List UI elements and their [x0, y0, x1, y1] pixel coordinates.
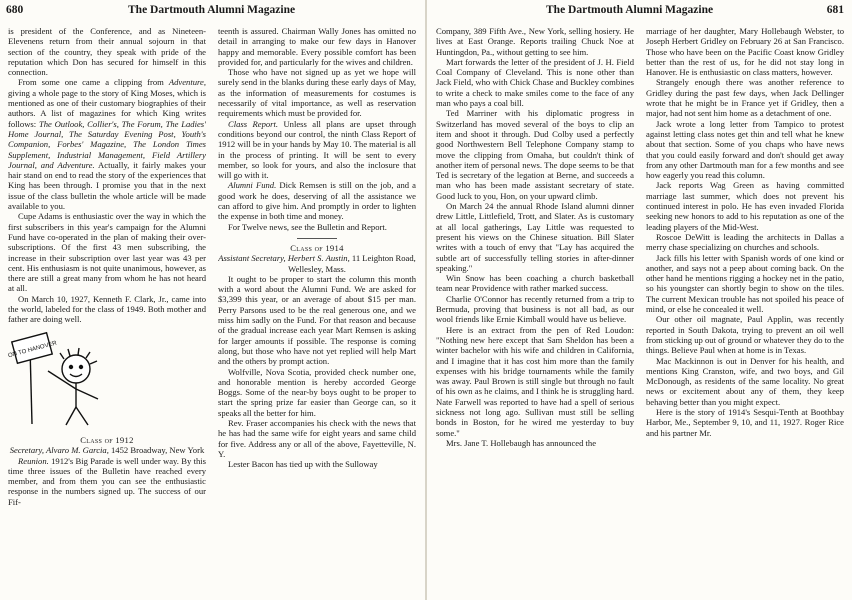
paragraph: Win Snow has been coaching a church basketball team near Providence with rather marked success.: [436, 273, 634, 294]
paragraph: Wolfville, Nova Scotia, provided check number one, and honorable mention is hereby accorded George Boggs. Some of the near-by boys ought to be proper to start the spring prize far easier than George can, so it speaks all the better for him.: [218, 366, 416, 418]
page-header: [426, 4, 852, 20]
on-to-hanover-sign-illustration: [8, 329, 128, 429]
paragraph: Here is an extract from the pen of Red Loudon: "Nothing new here except that Sam Sheldon has been a winter bachelor with his wife and children in California, and I imagine that it has cost him more than the family expenses with his bridge tournaments while the family was away. Paul Brown is still single but through no fault of his own as he claims, and I think he is struggling hard. Nate Farwell was reported to have had a spell of serious sickness not long ago. Sullivan must still be selling bonds in Boston, for he wired me yesterday to buy some.": [436, 324, 634, 438]
running-title: The Dartmouth Alumni Magazine: [546, 4, 714, 16]
section-label: Reunion.: [18, 455, 49, 466]
paragraph: Cupe Adams is enthusiastic over the way in which the first subscribers in this year's campaign for the Alumni Fund have co-operated in the plan of making their over-subscriptions. Of the first 43 men subscribing, the increase in their subscription over last year was 43 per cent. His enthusiasm is not quite unanimous, however, as there are still a great many from whom he has not heard at all.: [8, 211, 206, 294]
paragraph: [8, 77, 206, 211]
page-number: 680: [6, 4, 24, 16]
section-divider: [297, 238, 337, 239]
paragraph: Ted Marriner with his diplomatic progress in Switzerland has moved several of the boys to clip an item and shoot it through. Dud Colby used a perfectly good Northwestern Bell Telephone Company stamp to move the clipping from Omaha, but couldn't think of another item of personal news. The dope seems to be that Ted is secretary of the legation at Berne, and succeeds a man who has been made assistant secretary of state. Good luck to you, Hon, on your upward climb.: [436, 108, 634, 201]
paragraph: Jack fills his letter with Spanish words of one kind or another, and says not a peep about coming back. On the other hand he mentions rigging a hockey net in the patio, so his youngster can shortly begin to show on the tiles. The current Mexican trouble has not spoiled his peace of mind, or else he concealed it well.: [646, 252, 844, 315]
paragraph: Mart forwards the letter of the president of J. H. Field Coal Company of Cleveland. This is none other than Jack Field, who with Chick Chase and Buckley combines to write a check to make smiles come to the face of any man who pays a coal bill.: [436, 56, 634, 109]
secretary-line: [218, 253, 416, 274]
left-column-1: [8, 26, 206, 600]
paragraph: On March 10, 1927, Kenneth F. Clark, Jr., came into the world, labeled for the class of 1949. Both mother and father are doing well.: [8, 293, 206, 325]
paragraph: [8, 456, 206, 507]
page-number: 681: [826, 4, 844, 16]
paragraph: Jack reports Wag Green as having committed marriage last summer, which does not prevent his continued interest in polo. He has even invaded Florida seeking new honors to add to his reputation as one of the leading players of the Mid-West.: [646, 180, 844, 232]
right-column-2: [646, 26, 844, 600]
page-header: [0, 4, 426, 20]
text-run: Dick Remsen is still on the job, and a good work he does, deserving of all the assistance we can afford to give him. And promptly in order to lighten the expense in both time and money.: [218, 180, 416, 222]
paragraph: is president of the Conference, and as Nineteen-Elevenens return from their annual sojourn in that section of the country, they speak with pride of the reputation which Don has secured for himself in this connection.: [8, 26, 206, 78]
paragraph: Charlie O'Connor has recently returned from a trip to Bermuda, proving that business is not all bad, as our wool friends like Ernie Kimball would have us believe.: [436, 293, 634, 325]
secretary-name: Assistant Secretary, Herbert S. Austin,: [218, 253, 350, 264]
text-run: Actually, it fairly makes your hair stand on end to read the story of the experiences that King has been through. I promise you that in the next issue of the class bulletin the whole article will be made available to you.: [8, 159, 206, 212]
paragraph: Those who have not signed up as yet we hope will surely send in the blanks during these early days of May, as the information of measurements for costumes is necessarily of vital importance, as well as reservation requirements which must be provided for.: [218, 67, 416, 119]
paragraph: Strangely enough there was another reference to Gridley during the past few days, when Jack Dellinger wrote that he might be in France yet if Gridley, then a major, had not sent him home as a detachment of one.: [646, 77, 844, 119]
right-column-1: [436, 26, 634, 600]
text-run: Unless all plans are upset through conditions beyond our control, the ninth Class Report of 1912 will be in your hands by May 10. The material is all in the process of printing. It will be sent to every member, so look for yours, and also the inclosure that will go with it.: [218, 118, 416, 181]
paragraph: Lester Bacon has tied up with the Sulloway: [228, 459, 378, 470]
text-run: , giving a whole page to the story of King Moses, which is mentioned as one of their customary biographies of their authors. A list of magazines for which King writes follows:: [8, 77, 206, 129]
paragraph: marriage of her daughter, Mary Hollebaugh Webster, to Joseph Herbert Gridley on February 26 at San Francisco. Those who have been on the Pacific Coast know Gridley better than the rest of us, for he did not stay long in Hanover. He is enthusiastic on class matters, however.: [646, 26, 844, 78]
paragraph: Rev. Fraser accompanies his check with the news that he has had the same wife for eight years and same child for five. Address any or all of the above, Fayetteville, N. Y.: [218, 417, 416, 459]
text-run: 1912's Big Parade is well under way. By this time three issues of the Bulletin have reached every member, and from them you can see the enthusiastic response in the numbers signed up. The success of our Fif-: [8, 455, 206, 507]
sign-lettering: ON TO HANOVER: [8, 340, 58, 359]
magazine-name: Adventure: [168, 77, 204, 88]
section-label: Class Report.: [228, 118, 279, 129]
secretary-line: [8, 445, 206, 455]
secretary-address: 11 Leighton Road, Wellesley, Mass.: [288, 253, 416, 274]
paragraph: Mrs. Jane T. Hollebaugh has announced the: [446, 437, 597, 448]
paragraph: For Twelve news, see the Bulletin and Report.: [228, 221, 387, 232]
magazine-list: The Outlook, Collier's, The Forum, The Ladies' Home Journal, The Saturday Evening Post, Youth's Companion, Forbes' Magazine, The London Times Supplement, Industrial Management, Field Artillery Journal, and Adventure.: [8, 118, 206, 170]
text-run: From some one came a clipping from: [18, 77, 169, 88]
paragraph: It ought to be proper to start the column this month with a word about the Alumni Fund. We are asked for $3,399 this year, or an average of about $15 per man. Perry Parsons used to be the real generous one, and we miss him sadly on the Fund. For that reason and because of the gradual increase each year Mart Remsen is asking for larger amounts if possible. The response is coming along, but those who have not yet replied will help Mart and the others by prompt action.: [218, 273, 416, 367]
class-heading: Class of 1914: [290, 242, 344, 253]
section-label: Alumni Fund.: [228, 180, 277, 191]
paragraph: [218, 119, 416, 181]
right-page: [426, 0, 852, 600]
secretary-name: Secretary, Alvaro M. Garcia,: [9, 445, 109, 456]
class-heading: Class of 1912: [80, 434, 134, 445]
left-column-2: [218, 26, 416, 600]
paragraph: On March 24 the annual Rhode Island alumni dinner drew Little, Littlefield, Trott, and Slater. As is customary at all local gatherings, Lay Little was requested to present his views on the Chinese situation. Bill Slater writes with a touch of envy that "Lay has acquired the subtle art of successfully telling stories in after-dinner speaking.": [436, 201, 634, 273]
paragraph: Here is the story of 1914's Sesqui-Tenth at Boothbay Harbor, Me., September 9, 10, and 11, 1927. Roger Rice and his partner Mr.: [646, 406, 844, 438]
paragraph: [218, 180, 416, 221]
paragraph: Roscoe DeWitt is leading the architects in Dallas a merry chase specializing on churches and schools.: [646, 231, 844, 253]
paragraph: Mac Mackinnon is out in Denver for his health, and mentions King Cranston, wife, and two boys, and Gil McDonough, as residents of the same locality. No great news or excitement about any of them, they keep behaving better than you might expect.: [646, 355, 844, 407]
paragraph: teenth is assured. Chairman Wally Jones has omitted no detail in arranging to make our few days in Hanover happy and memorable. Every possible comfort has been provided for, and particularly for the wives and children.: [218, 26, 416, 67]
paragraph: Company, 389 Fifth Ave., New York, selling hosiery. He lives at East Orange. Reports trailing Chuck Noe at Huntingdon, Pa., without getting to see him.: [436, 26, 634, 57]
paragraph: Our other oil magnate, Paul Applin, was recently reported in South Dakota, trying to prevent an oil well from sticking up out of ground or whatever they do to the things. Believe Paul when at home is in Texas.: [646, 314, 844, 356]
running-title: The Dartmouth Alumni Magazine: [128, 4, 296, 16]
secretary-address: 1452 Broadway, New York: [108, 445, 205, 456]
paragraph: Jack wrote a long letter from Tampico to protest against letting class notes get thin and tell what he knew about that section. Some of you chaps who have news that you could easily forward and don't should get away from any other Dartmouth man for a few months and see how eagerly you read this column.: [646, 118, 844, 181]
